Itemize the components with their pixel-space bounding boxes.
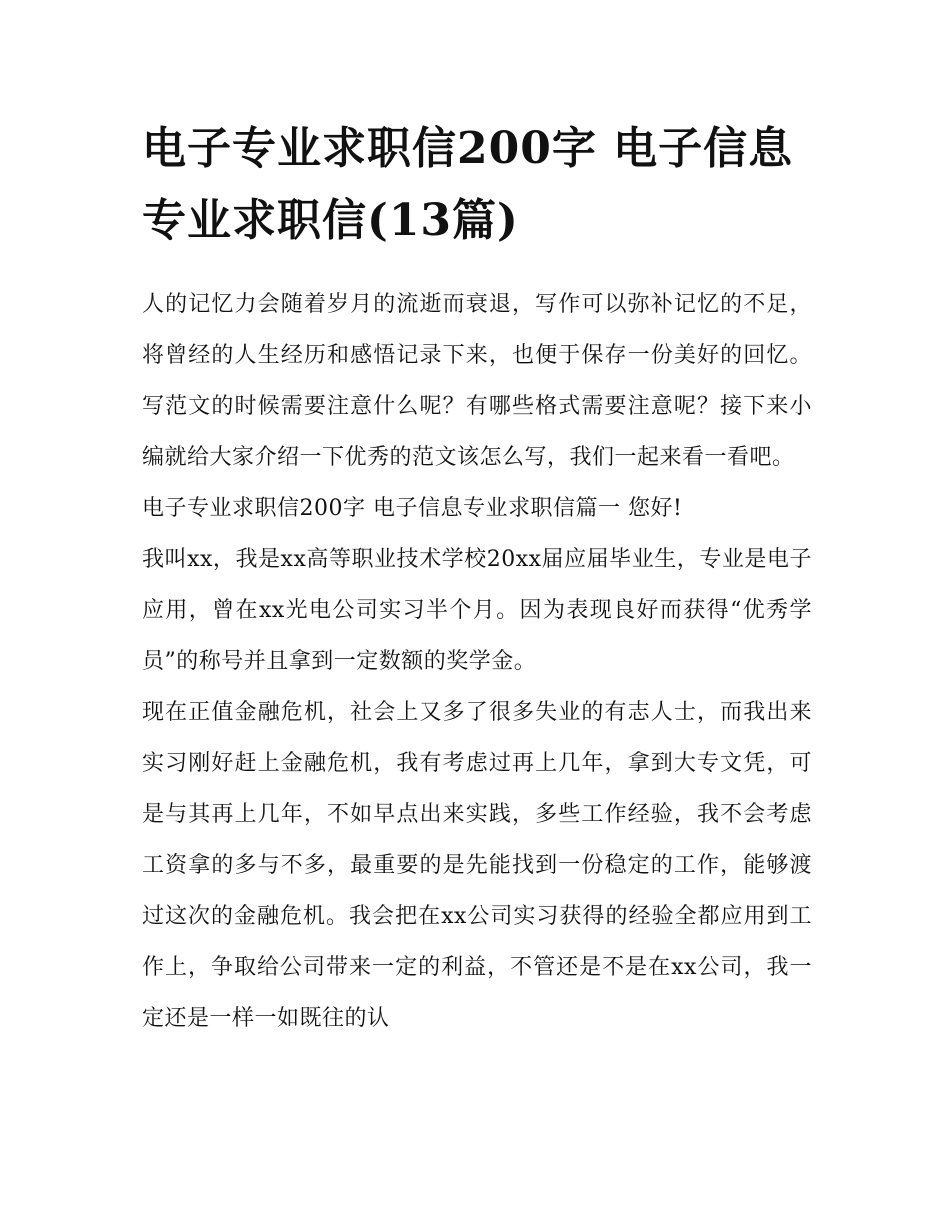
- body-paragraph: 现在正值金融危机，社会上又多了很多失业的有志人士，而我出来实习刚好赶上金融危机，我有考虑过再上几年，拿到大专文凭，可是与其再上几年，不如早点出来实践，多些工作经验，我不会考虑工资拿的多与不多，最重要的是先能找到一份稳定的工作，能够渡过这次的金融危机。我会把在xx公司实习获得的经验全都应用到工作上，争取给公司带来一定的利益，不管还是不是在xx公司，我一定还是一样一如既往的认: [142, 700, 812, 1031]
- letter-heading-paragraph: 电子专业求职信200字 电子信息专业求职信篇一 您好!: [142, 496, 683, 521]
- document-page: [142, 113, 812, 1044]
- document-title: 电子专业求职信200字 电子信息专业求职信(13篇): [142, 123, 794, 246]
- self-introduction-paragraph: 我叫xx，我是xx高等职业技术学校20xx届应届毕业生，专业是电子应用，曾在xx光电公司实习半个月。因为表现良好而获得“优秀学员”的称号并且拿到一定数额的奖学金。: [142, 547, 812, 674]
- intro-paragraph: 人的记忆力会随着岁月的流逝而衰退，写作可以弥补记忆的不足，将曾经的人生经历和感悟记录下来，也便于保存一份美好的回忆。写范文的时候需要注意什么呢？有哪些格式需要注意呢？接下来小编就给大家介绍一下优秀的范文该怎么写，我们一起来看一看吧。: [142, 292, 812, 470]
